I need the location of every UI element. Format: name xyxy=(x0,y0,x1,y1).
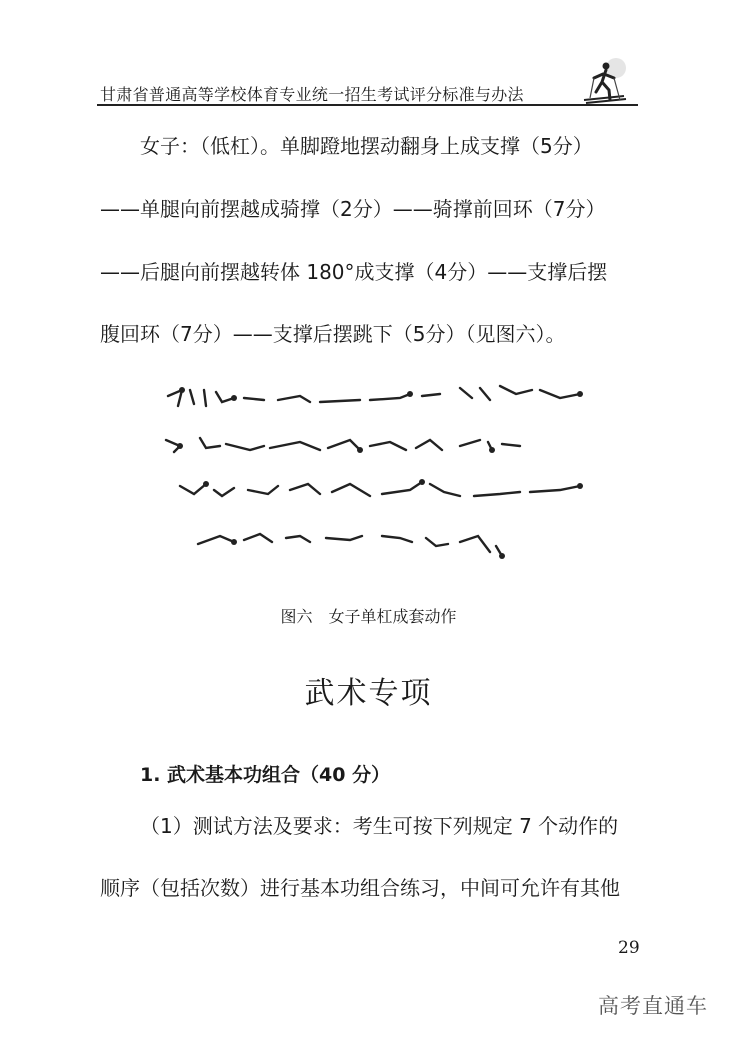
body-line-2: ——单腿向前摆越成骑撑（2分）——骑撑前回环（7分） xyxy=(100,197,606,221)
skier-logo-icon xyxy=(576,56,634,106)
body-line-1: 女子：（低杠）。单脚蹬地摆动翻身上成支撑（5分） xyxy=(140,134,593,158)
header-title: 甘肃省普通高等学校体育专业统一招生考试评分标准与办法 xyxy=(100,85,524,104)
figure-caption: 图六 女子单杠成套动作 xyxy=(280,607,457,626)
section-line-2: 顺序（包括次数）进行基本功组合练习，中间可允许有其他 xyxy=(100,876,620,900)
section-title: 武术专项 xyxy=(304,676,433,711)
body-line-4: 腹回环（7分）——支撑后摆跳下（5分）（见图六）。 xyxy=(100,322,566,346)
header-rule xyxy=(97,104,638,106)
gymnastics-sequence-figure xyxy=(160,376,590,566)
page-number: 29 xyxy=(618,938,640,958)
subsection-heading: 1. 武术基本功组合（40 分） xyxy=(140,764,391,786)
body-line-3: ——后腿向前摆越转体 180°成支撑（4分）——支撑后摆 xyxy=(100,260,608,284)
section-line-1: （1）测试方法及要求：考生可按下列规定 7 个动作的 xyxy=(140,814,619,838)
watermark: 高考直通车 xyxy=(598,994,708,1018)
